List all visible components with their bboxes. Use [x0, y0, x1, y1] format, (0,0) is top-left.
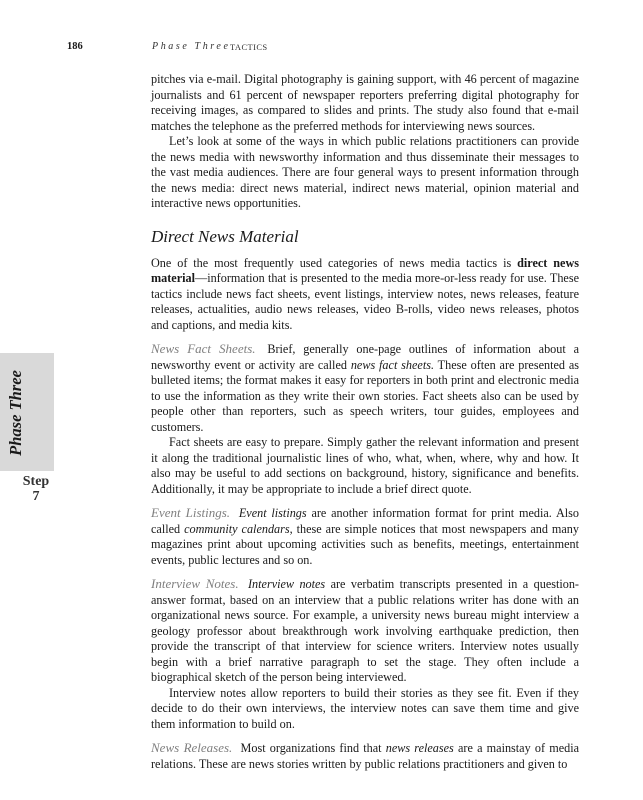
- paragraph-ways: Let’s look at some of the ways in which public relations practitioners can provide the news media with newsworthy information and thus disseminate their messages to the vast media audiences. There are four general ways to present information through the news media: direct news material, indirect news material, opinion material and interactive news opportunities.: [151, 134, 579, 210]
- subheading-fact-sheets: News Fact Sheets.: [151, 341, 256, 356]
- paragraph-event-listings: [151, 505, 579, 568]
- subheading-news-releases: News Releases.: [151, 740, 233, 755]
- paragraph-interview-notes: [151, 576, 579, 686]
- paragraph-fact-sheets: [151, 341, 579, 435]
- step-word: Step: [22, 474, 50, 489]
- text-run: These often are presented as bulleted items; the format makes it easy for reporters in both print and electronic media to use the information as they write their own stories. Fact sheets also can be used by people other than reporters, such as speech writers, tour guides, employees and customers.: [151, 357, 579, 434]
- text-run: One of the most frequently used categories of news media tactics is: [151, 255, 518, 270]
- subheading-interview-notes: Interview Notes.: [151, 576, 239, 591]
- term-news-fact-sheets: news fact sheets.: [350, 357, 435, 372]
- paragraph-interview-notes-2: Interview notes allow reporters to build their stories as they see fit. Even if they decide to do their own interviews, the interview notes can save them time and give them information to build on.: [151, 685, 579, 731]
- text-run: —information that is presented to the media more-or-less ready for use. These tactics include news fact sheets, event listings, interview notes, news releases, feature releases, actualities, audio news releases, video B-rolls, video news releases, photos and captions, and media kits.: [151, 271, 579, 332]
- text-run: Brief, generally one-page outlines of information about a newsworthy event or activity are called: [151, 342, 579, 372]
- paragraph-direct-news: [151, 256, 579, 334]
- text-run: Most organizations find that: [240, 741, 386, 755]
- text-run: , these are simple notices that most newspapers and many magazines print about upcoming activities such as benefits, meetings, entertainment events, public lectures and so on.: [151, 521, 579, 567]
- step-number: 7: [32, 489, 40, 504]
- term-interview-notes: Interview notes: [248, 577, 326, 591]
- section-label: TACTICS: [230, 42, 268, 52]
- subheading-event-listings: Event Listings.: [151, 505, 231, 520]
- running-header: [0, 41, 643, 57]
- step-marker: [16, 474, 56, 504]
- paragraph-news-releases: [151, 740, 579, 772]
- paragraph-fact-sheets-2: Fact sheets are easy to prepare. Simply gather the relevant information and present it along the traditional journalistic lines of who, what, when, where, why and how. It also may be useful to add sections on background, history, significance and benefits. Additionally, it may be appropriate to include a brief direct quote.: [151, 435, 579, 496]
- term-direct-news-material: direct news material: [151, 255, 580, 285]
- phase-label: Phase Three: [152, 41, 231, 52]
- term-community-calendars: community calendars: [184, 521, 290, 536]
- body-text: [151, 72, 579, 772]
- side-tab-title: Phase Three: [6, 370, 25, 456]
- term-news-releases: news releases: [385, 741, 454, 755]
- section-heading: Direct News Material: [151, 226, 299, 246]
- page-number: 186: [67, 41, 83, 52]
- text-run: are verbatim transcripts presented in a question-answer format, based on an interview that a public relations writer has done with an organizational news source. For example, a university news bureau might interview a geology professor about breakthrough work involving earthquake prediction, then provide the transcript of that interview for science writers. Interview notes usually begin with a brief narrative paragraph to set the stage. They often include a biographical sketch of the person being interviewed.: [151, 577, 579, 684]
- text-run: are another information format for print media. Also called: [151, 506, 579, 536]
- text-run: are a mainstay of media relations. These are news stories written by public relations practitioners and given to: [151, 741, 580, 771]
- paragraph-intro: pitches via e-mail. Digital photography is gaining support, with 46 percent of magazine journalists and 61 percent of newspaper reporters preferring digital photography for receiving images, as compared to slides and prints. The study also found that e-mail matches the telephone as the preferred methods for interviewing news sources.: [151, 72, 579, 133]
- term-event-listings: Event listings: [238, 506, 307, 520]
